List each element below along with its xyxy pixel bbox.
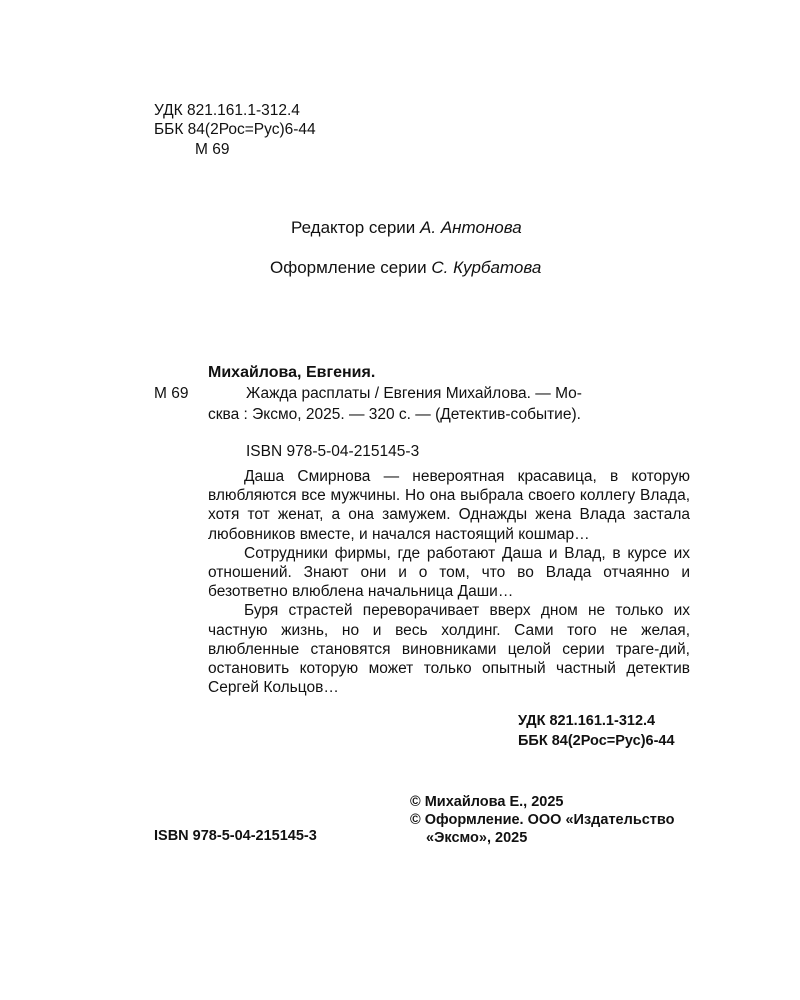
catalog-line-1: Жажда расплаты / Евгения Михайлова. — Мо- (246, 385, 582, 402)
catalog-mark: М 69 (154, 385, 189, 402)
bottom-isbn: ISBN 978-5-04-215145-3 (154, 828, 317, 844)
annotation (208, 467, 690, 697)
author-mark: М 69 (195, 141, 230, 158)
series-design-name: С. Курбатова (431, 258, 542, 277)
series-editor-label: Редактор серии (291, 218, 416, 237)
series-editor (291, 218, 522, 238)
bbk-code: ББК 84(2Рос=Рус)6-44 (154, 121, 316, 138)
copyright-design: © Оформление. ООО «Издательство (410, 812, 675, 828)
footer-bbk: ББК 84(2Рос=Рус)6-44 (518, 733, 675, 749)
series-design-label: Оформление серии (270, 258, 427, 277)
annotation-paragraph: Буря страстей переворачивает вверх дном не только их частную жизнь, но и весь холдинг. Сами того не желая, влюбленные становятся виновниками целой серии траге-дий, остановить которую может только опытный частный детектив Сергей Кольцов… (208, 602, 690, 697)
footer-udk: УДК 821.161.1-312.4 (518, 713, 656, 729)
udk-code: УДК 821.161.1-312.4 (154, 102, 300, 119)
catalog-author: Михайлова, Евгения. (208, 364, 376, 381)
series-design (270, 258, 541, 278)
catalog-isbn: ISBN 978-5-04-215145-3 (246, 443, 420, 460)
copyright-author: © Михайлова Е., 2025 (410, 794, 564, 810)
annotation-paragraph: Даша Смирнова — невероятная красавица, в которую влюбляются все мужчины. Но она выбрала своего коллегу Влада, хотя тот женат, а она замужем. Однажды жена Влада застала любовников вместе, и начался настоящий кошмар… (208, 468, 690, 543)
copyright-publisher: «Эксмо», 2025 (426, 830, 528, 846)
series-editor-name: А. Антонова (420, 218, 522, 237)
catalog-line-2: сква : Эксмо, 2025. — 320 с. — (Детектив-событие). (208, 406, 581, 423)
annotation-paragraph: Сотрудники фирмы, где работают Даша и Влад, в курсе их отношений. Знают они и о том, что во Влада отчаянно и безответно влюблена начальница Даши… (208, 544, 690, 601)
